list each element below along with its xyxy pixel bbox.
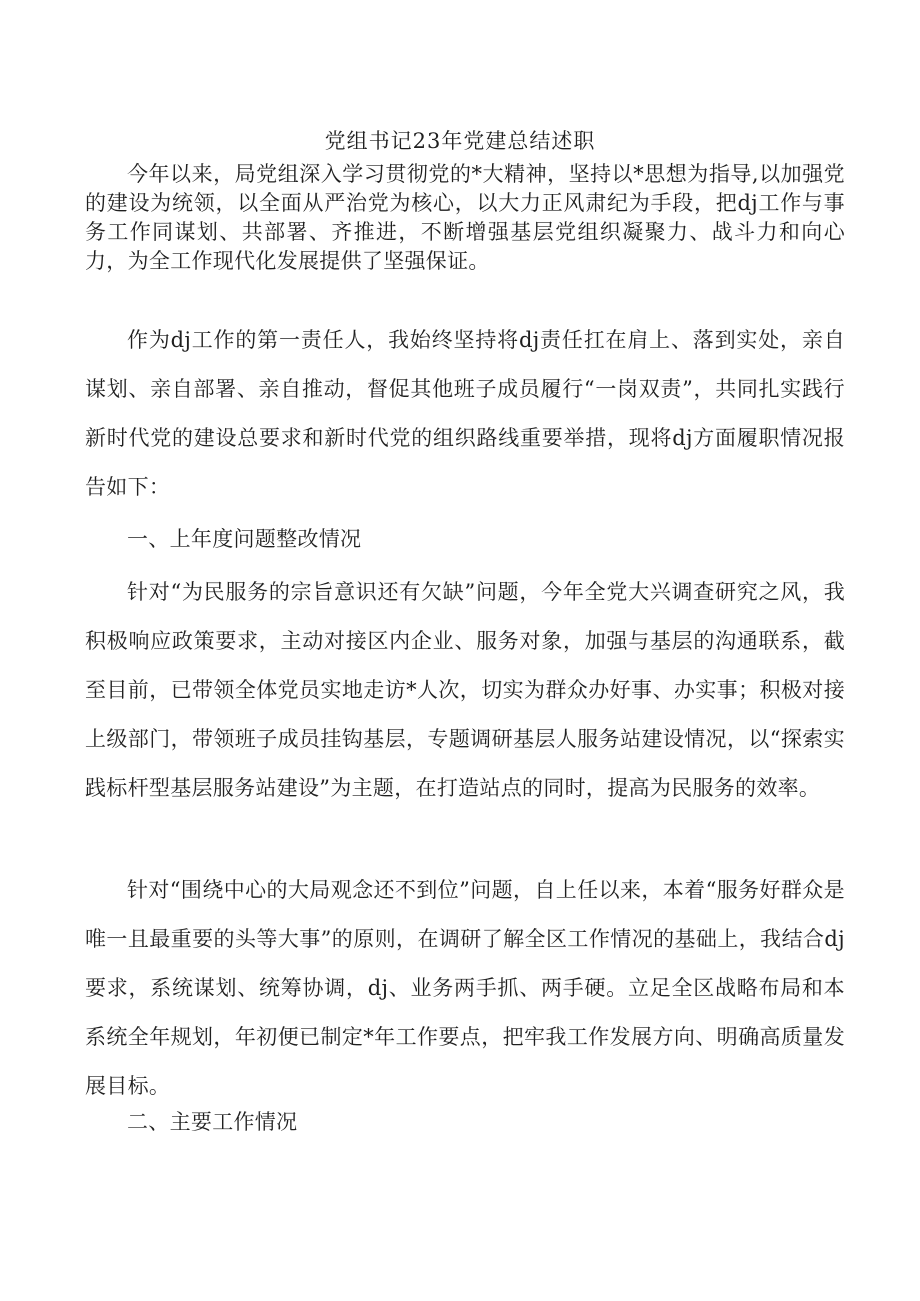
- responsibility-paragraph: 作为dj工作的第一责任人，我始终坚持将dj责任扛在肩上、落到实处，亲自谋划、亲自部署、亲自推动，督促其他班子成员履行“一岗双责”，共同扎实践行新时代党的建设总要求和新时代党的组织路线重要举措，现将dj方面履职情况报告如下：: [85, 328, 845, 499]
- rectification-paragraph-2: 针对“围绕中心的大局观念还不到位”问题，自上任以来，本着“服务好群众是唯一且最重要的头等大事”的原则，在调研了解全区工作情况的基础上，我结合dj要求，系统谋划、统筹协调，dj、业务两手抓、两手硬。立足全区战略布局和本系统全年规划，年初便已制定*年工作要点，把牢我工作发展方向、明确高质量发展目标。: [85, 878, 845, 1098]
- section-heading-rectification: 一、上年度问题整改情况: [127, 527, 362, 551]
- rectification-paragraph-1: 针对“为民服务的宗旨意识还有欠缺”问题，今年全党大兴调查研究之风，我积极响应政策要求，主动对接区内企业、服务对象，加强与基层的沟通联系，截至目前，已带领全体党员实地走访*人次，切实为群众办好事、办实事；积极对接上级部门，带领班子成员挂钩基层，专题调研基层人服务站建设情况，以“探索实践标杆型基层服务站建设”为主题，在打造站点的同时，提高为民服务的效率。: [85, 580, 845, 800]
- document-title: 党组书记23年党建总结述职: [324, 129, 596, 153]
- section-heading-main-work: 二、主要工作情况: [127, 1110, 298, 1134]
- intro-paragraph: 今年以来，局党组深入学习贯彻党的*大精神，坚持以*思想为指导,以加强党的建设为统领，以全面从严治党为核心，以大力正风肃纪为手段，把dj工作与事务工作同谋划、共部署、齐推进，不断增强基层党组织凝聚力、战斗力和向心力，为全工作现代化发展提供了坚强保证。: [85, 162, 845, 273]
